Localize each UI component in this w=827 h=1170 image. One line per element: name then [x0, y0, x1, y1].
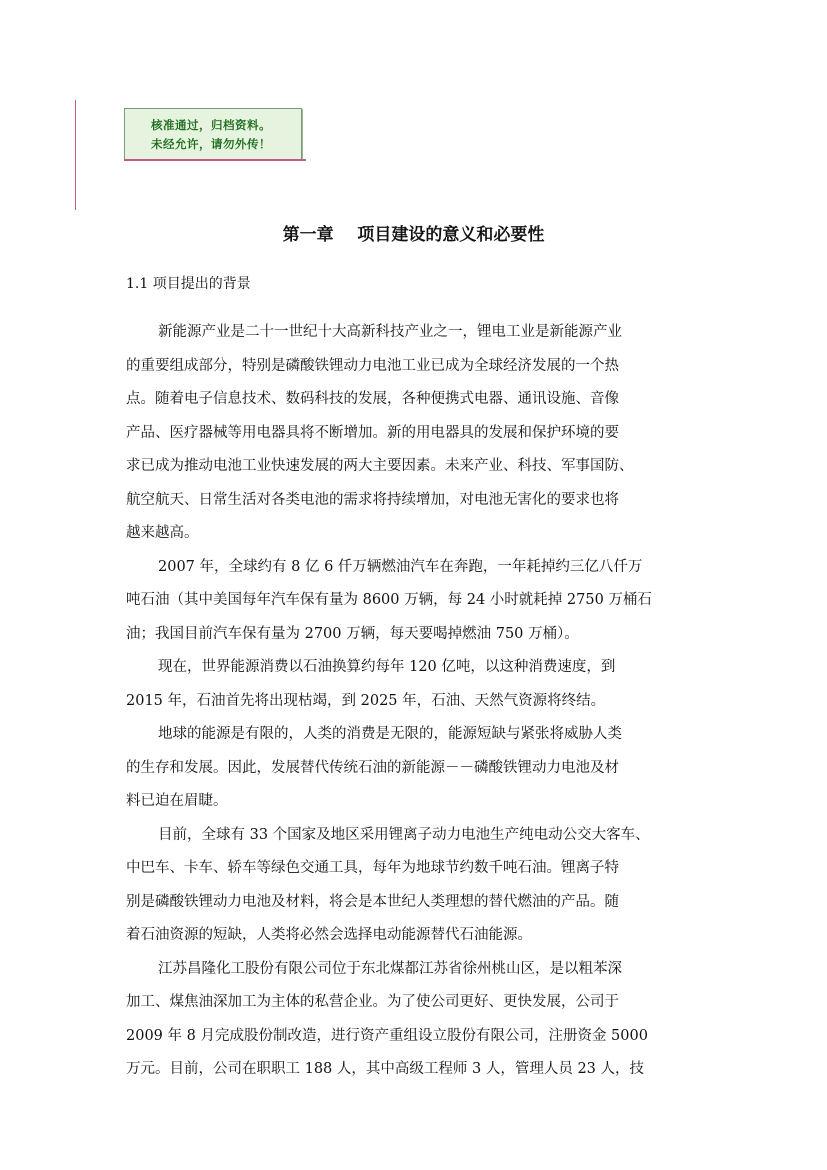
body-line: 万元。目前，公司在职职工 188 人，其中高级工程师 3 人，管理人员 23 人，技	[126, 1061, 645, 1077]
body-line: 地球的能源是有限的，人类的消费是无限的，能源短缺与紧张将威胁人类	[158, 726, 622, 742]
body-line: 的重要组成部分，特别是磷酸铁锂动力电池工业已成为全球经济发展的一个热	[126, 358, 619, 374]
body-line: 航空航天、日常生活对各类电池的需求将持续增加，对电池无害化的要求也将	[126, 492, 619, 508]
stamp-underline	[124, 159, 306, 161]
stamp-line-1: 核准通过，归档资料。	[151, 118, 271, 132]
approval-stamp	[124, 108, 302, 160]
margin-line	[75, 100, 76, 210]
body-line: 别是磷酸铁锂动力电池及材料，将会是本世纪人类理想的替代燃油的产品。随	[126, 894, 619, 910]
body-line: 中巴车、卡车、轿车等绿色交通工具，每年为地球节约数千吨石油。锂离子特	[126, 860, 619, 876]
body-line: 加工、煤焦油深加工为主体的私营企业。为了使公司更好、更快发展，公司于	[126, 994, 619, 1010]
body-line: 产品、医疗器械等用电器具将不断增加。新的用电器具的发展和保护环境的要	[126, 425, 619, 441]
body-line: 2009 年 8 月完成股份制改造，进行资产重组设立股份有限公司，注册资金 5000	[126, 1028, 648, 1044]
body-line: 点。随着电子信息技术、数码科技的发展，各种便携式电器、通讯设施、音像	[126, 391, 619, 407]
body-line: 料已迫在眉睫。	[126, 793, 228, 809]
body-line: 江苏昌隆化工股份有限公司位于东北煤都江苏省徐州桃山区，是以粗苯深	[158, 961, 622, 977]
chapter-title: 第一章 项目建设的意义和必要性	[282, 225, 545, 245]
body-line: 2007 年，全球约有 8 亿 6 仟万辆燃油汽车在奔跑，一年耗掉约三亿八仟万	[158, 559, 643, 575]
body-line: 的生存和发展。因此，发展替代传统石油的新能源－－磷酸铁锂动力电池及材	[126, 760, 619, 776]
body-line: 吨石油（其中美国每年汽车保有量为 8600 万辆，每 24 小时就耗掉 2750 万桶石	[126, 592, 652, 608]
body-line: 越来越高。	[126, 525, 199, 541]
body-line: 目前，全球有 33 个国家及地区采用锂离子动力电池生产纯电动公交大客车、	[158, 827, 650, 843]
body-line: 2015 年，石油首先将出现枯竭，到 2025 年，石油、天然气资源将终结。	[126, 693, 606, 709]
body-line: 现在，世界能源消费以石油换算约每年 120 亿吨，以这种消费速度，到	[158, 659, 616, 675]
body-line: 新能源产业是二十一世纪十大高新科技产业之一，锂电工业是新能源产业	[158, 324, 622, 340]
section-heading: 1.1 项目提出的背景	[126, 276, 251, 292]
stamp-line-2: 未经允许，请勿外传！	[151, 137, 271, 151]
body-line: 求已成为推动电池工业快速发展的两大主要因素。未来产业、科技、军事国防、	[126, 458, 634, 474]
body-line: 着石油资源的短缺，人类将必然会选择电动能源替代石油能源。	[126, 927, 532, 943]
body-line: 油；我国目前汽车保有量为 2700 万辆，每天要喝掉燃油 750 万桶）。	[126, 626, 579, 642]
